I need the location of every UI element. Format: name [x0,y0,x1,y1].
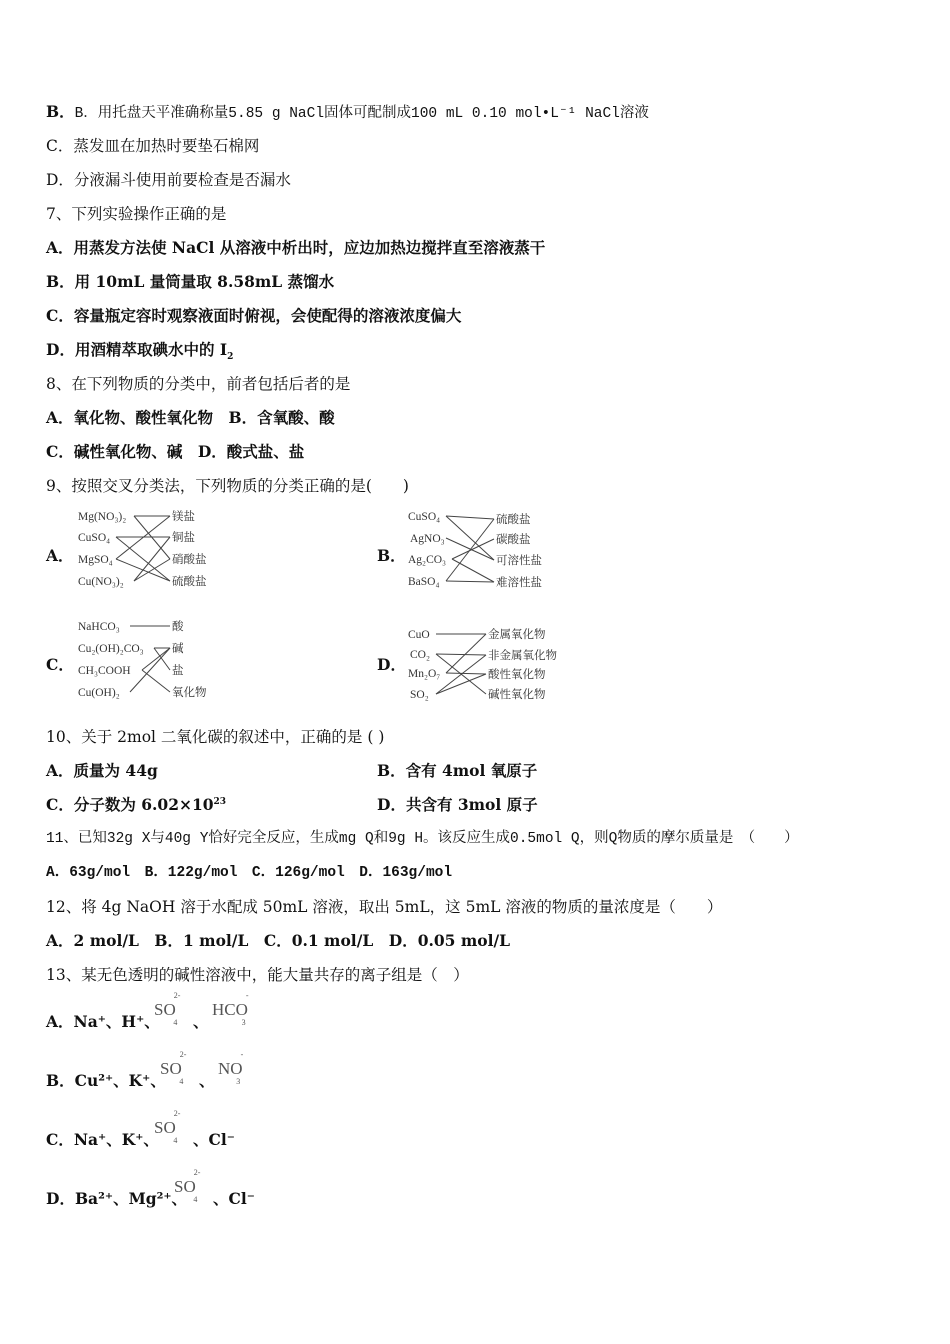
q7-option-a: A．用蒸发方法使 NaCl 从溶液中析出时，应边加热边搅拌直至溶液蒸干 [46,238,546,257]
q9c-left-2: Cu₂(OH)₂CO₃ [78,643,144,655]
q10-option-c-exponent: 23 [213,796,227,807]
q6-option-d: D．分液漏斗使用前要检查是否漏水 [46,171,291,189]
q9a-left-2: CuSO₄ [78,532,111,544]
q9d-left-4: SO₂ [410,689,429,701]
q9b-left-1: CuSO₄ [408,511,441,523]
q9c-left-1: NaHCO₃ [78,621,120,633]
q13c-tail: 、Cl⁻ [193,1130,235,1149]
q10-option-c-text: C．分子数为 6.02×10 [46,795,214,814]
q9d-link-5 [446,673,486,674]
q9c-link-5 [142,670,170,692]
q7-option-c: C．容量瓶定容时观察液面时俯视，会使配得的溶液浓度偏大 [46,306,462,325]
question-7: 7、下列实验操作正确的是 [46,205,227,223]
q10-option-b: B．含有 4mol 氧原子 [377,761,538,780]
q9b-link-4 [452,539,494,559]
q9a-right-1: 镁盐 [172,511,195,523]
q7-option-d-text: D．用酒精萃取碘水中的 I [46,340,228,359]
q9c-left-3: CH₃COOH [78,665,131,677]
q13a-ions: Na⁺、H⁺、 [73,1012,160,1031]
q9-option-d-label: D． [377,655,406,674]
question-8: 8、在下列物质的分类中，前者包括后者的是 [46,375,351,393]
question-12: 12、将 4g NaOH 溶于水配成 50mL 溶液，取出 5mL，这 5mL 溶液的物质的量浓度是（ ） [46,898,723,916]
q13a-sep: 、 [193,1012,209,1031]
q9a-link-7 [134,537,170,581]
q9a-right-2: 铜盐 [172,532,195,544]
q9c-right-1: 酸 [172,621,184,633]
question-9: 9、按照交叉分类法，下列物质的分类正确的是( ) [46,477,409,495]
q9b-link-6 [446,519,494,581]
question-11: 11、已知32g X与40g Y恰好完全反应，生成mg Q和9g H。该反应生成0.5mol Q，则Q物质的摩尔质量是 （ ） [46,831,799,847]
question-10 [46,727,384,747]
q13b-ion-2: $NO^-_3$ [218,1050,244,1087]
q9-option-a-diagram [74,505,224,595]
q13a-label: A． [46,1012,74,1031]
q7-option-d-subscript: 2 [227,352,234,363]
q13-option-a [46,1012,160,1032]
q9-option-b-diagram [404,505,564,595]
q12-options: A．2 mol/L B．1 mol/L C．0.1 mol/L D．0.05 mol/L [46,931,511,950]
q13-option-d [46,1189,187,1209]
q9c-left-4: Cu(OH)₂ [78,687,120,699]
q10-option-a: A．质量为 44g [46,761,158,780]
q9b-link-5 [452,559,494,582]
q9a-left-1: Mg(NO₃)₂ [78,511,127,523]
q11-options: A．63g/mol B．122g/mol C．126g/mol D．163g/mol [46,865,453,881]
q9a-left-4: Cu(NO₃)₂ [78,576,124,588]
q6-option-c: C．蒸发皿在加热时要垫石棉网 [46,137,260,155]
q10-option-c [46,795,226,815]
q13a-ion-1: $SO^{2-}_4$ [154,991,181,1028]
q9a-left-3: MgSO₄ [78,554,113,566]
q9b-right-1: 硫酸盐 [496,514,531,526]
q13d-ions: Ba²⁺、Mg²⁺、 [74,1189,188,1208]
q13-option-c [46,1130,159,1150]
q9a-right-4: 硫酸盐 [172,576,207,588]
q9b-right-2: 碳酸盐 [496,534,531,546]
q9a-right-3: 硝酸盐 [172,554,207,566]
q9d-link-7 [436,674,486,694]
q9b-right-4: 难溶性盐 [496,577,542,589]
q7-option-b: B．用 10mL 量筒量取 8.58mL 蒸馏水 [46,272,335,291]
q9-option-b-label: B． [377,546,406,565]
q9a-link-8 [134,559,170,581]
q7-option-d [46,340,234,363]
q13c-label: C． [46,1130,74,1149]
q9d-right-2: 非金属氧化物 [488,650,557,662]
q9c-right-2: 碱 [172,643,184,655]
q13b-ions: Cu²⁺、K⁺、 [74,1071,166,1090]
q13d-tail: 、Cl⁻ [213,1189,255,1208]
q9a-link-4 [116,537,170,581]
q9d-left-1: CuO [408,629,430,641]
q9d-right-1: 金属氧化物 [488,629,546,641]
q9c-right-3: 盐 [172,665,184,677]
q8-options-ab: A．氧化物、酸性氧化物 B．含氧酸、酸 [46,408,335,427]
q9b-link-7 [446,581,494,582]
q13b-ion-1: $SO^{2-}_4$ [160,1050,187,1087]
q9b-left-3: Ag₂CO₃ [408,554,447,566]
q9b-right-3: 可溶性盐 [496,555,542,567]
q13a-ion-2: $HCO^-_3$ [212,991,249,1028]
q9d-left-2: CO₂ [410,649,430,661]
question-10-text: 10、关于 2mol 二氧化碳的叙述中，正确的是 ( ) [46,728,385,746]
q8-options-cd: C．碱性氧化物、碱 D．酸式盐、盐 [46,442,305,461]
q9d-link-4 [446,634,486,673]
q9d-right-3: 酸性氧化物 [488,669,546,681]
q13b-sep: 、 [199,1071,215,1090]
q9d-left-3: Mn₂O₇ [408,668,441,680]
q9b-link-1 [446,516,494,519]
q13d-label: D． [46,1189,75,1208]
q9-option-a-label: A． [46,546,74,565]
q13b-label: B． [46,1071,75,1090]
q13c-ion-1: $SO^{2-}_4$ [154,1109,181,1146]
q6-option-b-text: B．用托盘天平准确称量5.85 g NaCl固体可配制成100 mL 0.10 mol•L⁻¹ NaCl溶液 [74,106,649,122]
q6-option-b: B．B．用托盘天平准确称量5.85 g NaCl固体可配制成100 mL 0.10 mol•L⁻¹ NaCl溶液 [46,102,649,122]
question-13: 13、某无色透明的碱性溶液中，能大量共存的离子组是（ ） [46,966,469,984]
q9d-link-2 [436,654,486,655]
q9b-link-2 [446,516,494,560]
q9b-link-3 [446,538,494,560]
q13c-ions: Na⁺、K⁺、 [73,1130,159,1149]
q9b-left-2: AgNO₃ [410,533,445,545]
q9-option-d-diagram [404,615,579,705]
q9-option-c-label: C． [46,655,74,674]
q9b-left-4: BaSO₄ [408,576,440,588]
q13-option-b [46,1071,166,1091]
q9d-right-4: 碱性氧化物 [488,689,546,701]
q13d-ion-1: $SO^{2-}_4$ [174,1168,201,1205]
q9-option-c-diagram [74,615,224,705]
q9c-right-4: 氧化物 [172,687,207,699]
q10-option-d: D．共含有 3mol 原子 [377,795,538,814]
